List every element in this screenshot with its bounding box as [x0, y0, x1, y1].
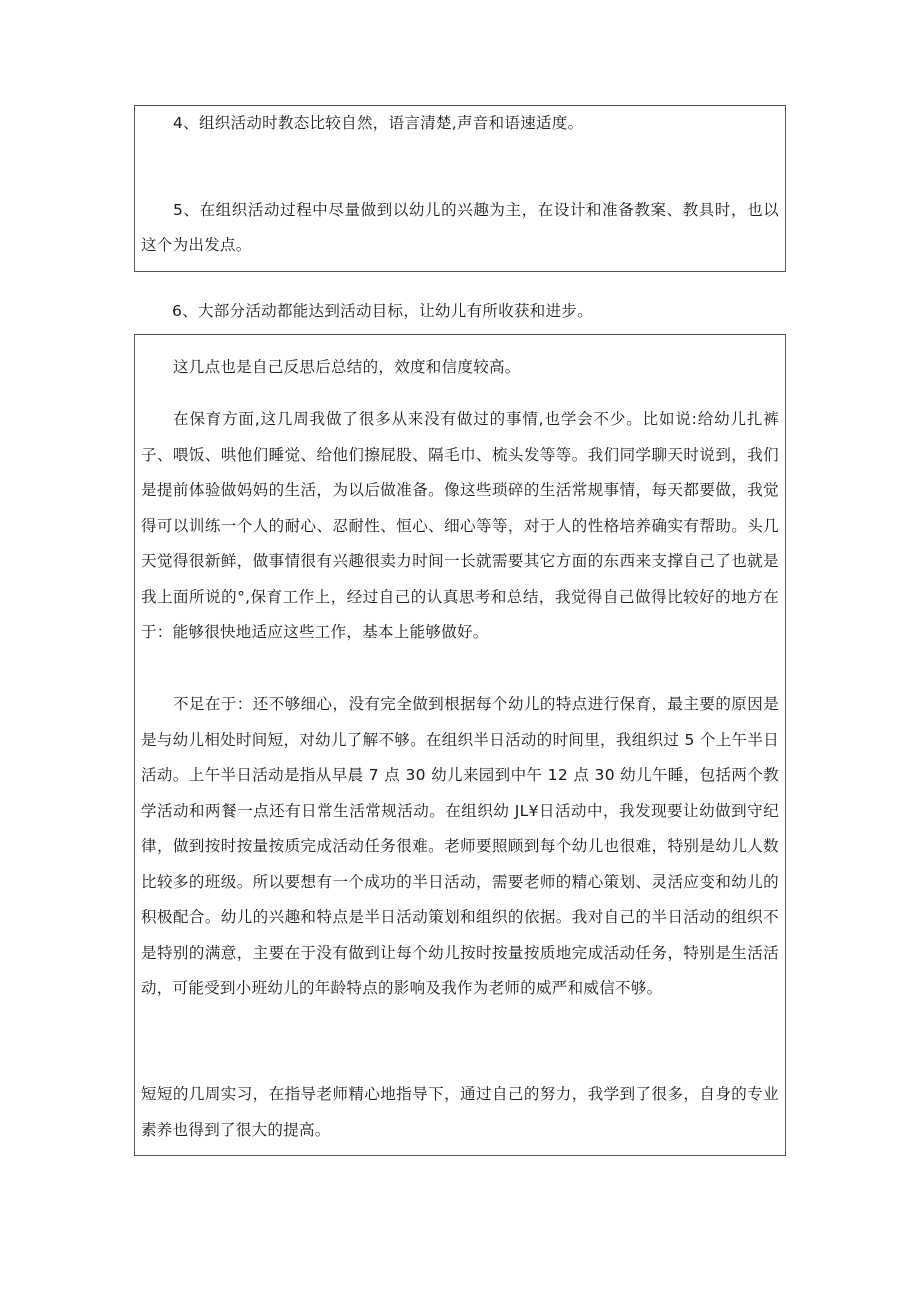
item-5-text: 5、在组织活动过程中尽量做到以幼儿的兴趣为主，在设计和准备教案、教具时，也以这个为出发点。: [141, 201, 779, 254]
item-4-text: 4、组织活动时教态比较自然，语言清楚,声音和语速适度。: [173, 114, 584, 132]
summary-paragraph: 这几点也是自己反思后总结的，效度和信度较高。: [173, 358, 521, 376]
reflection-box-top: [134, 105, 786, 272]
shortcomings-paragraph: 不足在于：还不够细心，没有完全做到根据每个幼儿的特点进行保育，最主要的原因是是与幼儿相处时间短，对幼儿了解不够。在组织半日活动的时间里，我组织过 5 个上午半日活动。上午半日活动是指从早晨 7 点 30 幼儿来园到中午 12 点 30 幼儿午睡，包括两个教学活动和两餐一点还有日常生活常规活动。在组织幼 JL¥日活动中，我发现要让幼做到守纪律，做到按时按量按质完成活动任务很难。老师要照顾到每个幼儿也很难，特别是幼儿人数比较多的班级。所以要想有一个成功的半日活动，需要老师的精心策划、灵活应变和幼儿的积极配合。幼儿的兴趣和特点是半日活动策划和组织的依据。我对自己的半日活动的组织不是特别的满意，主要在于没有做到让每个幼儿按时按量按质地完成活动任务，特别是生活活动，可能受到小班幼儿的年龄特点的影响及我作为老师的威严和威信不够。: [141, 695, 779, 997]
reflection-box-main: [134, 334, 786, 1156]
nursing-paragraph: 在保育方面,这几周我做了很多从来没有做过的事情,也学会不少。比如说:给幼儿扎裤子、喂饭、哄他们睡觉、给他们擦屁股、隔毛巾、梳头发等等。我们同学聊天时说到，我们是提前体验做妈妈的生活，为以后做准备。像这些琐碎的生活常规事情，每天都要做，我觉得可以训练一个人的耐心、忍耐性、恒心、细心等等，对于人的性格培养确实有帮助。头几天觉得很新鲜，做事情很有兴趣很卖力时间一长就需要其它方面的东西来支撑自己了也就是我上面所说的°,保育工作上，经过自己的认真思考和总结，我觉得自己做得比较好的地方在于：能够很快地适应这些工作，基本上能够做好。: [141, 410, 779, 641]
item-6-text: 6、大部分活动都能达到活动目标，让幼儿有所收获和进步。: [172, 302, 593, 320]
conclusion-paragraph: 短短的几周实习，在指导老师精心地指导下，通过自己的努力，我学到了很多，自身的专业素养也得到了很大的提高。: [141, 1085, 779, 1139]
